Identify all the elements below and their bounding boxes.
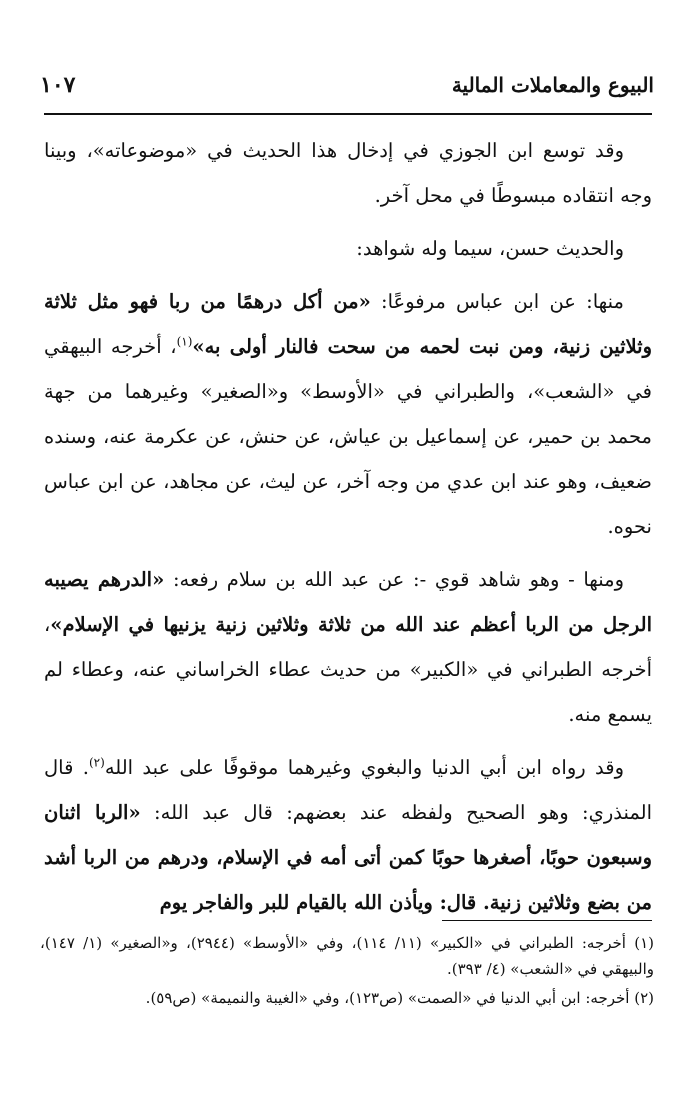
footnotes	[40, 930, 654, 1014]
paragraph-3-intro: منها: عن ابن عباس مرفوعًا:	[370, 290, 624, 313]
paragraph-2: والحديث حسن، سيما وله شواهد:	[356, 237, 624, 260]
page-number: ١٠٧	[40, 72, 76, 98]
paragraph-4-intro: ومنها - وهو شاهد قوي -: عن عبد الله بن سلام رفعه:	[164, 568, 625, 591]
paragraph-5-intro: وقد رواه ابن أبي الدنيا والبغوي وغيرهما موقوفًا على عبد الله	[104, 756, 624, 779]
hadith-quote-3: «الربا اثنان وسبعون حوبًا، أصغرها حوبًا كمن أتى أمه في الإسلام، ودرهم من الربا أشد من بضع وثلاثين زنية. قال: ويأذن الله بالقيام للبر والفاجر يوم	[44, 801, 652, 914]
footnote-divider	[442, 920, 652, 921]
footnote-1: (١) أخرجه: الطبراني في «الكبير» (١١/ ١١٤)، وفي «الأوسط» (٢٩٤٤)، و«الصغير» (١/ ١٤٧)، والبيهقي في «الشعب» (٤/ ٣٩٣).	[40, 934, 654, 978]
paragraph-4-rest: ، أخرجه الطبراني في «الكبير» من حديث عطاء الخراساني عنه، وعطاء لم يسمع منه.	[44, 613, 652, 726]
footnote-2: (٢) أخرجه: ابن أبي الدنيا في «الصمت» (ص١٢٣)، وفي «الغيبة والنميمة» (ص٥٩).	[145, 989, 654, 1007]
hadith-quote-1: «من أكل درهمًا من ربا فهو مثل ثلاثة وثلاثين زنية، ومن نبت لحمه من سحت فالنار أولى به»	[44, 290, 652, 358]
main-text	[44, 128, 652, 933]
paragraph-5-mid: . قال المنذري: وهو الصحيح ولفظه عند بعضهم: قال عبد الله:	[44, 756, 652, 824]
hadith-quote-2: «الدرهم يصيبه الرجل من الربا أعظم عند الله من ثلاثة وثلاثين زنية يزنيها في الإسلام»	[44, 568, 652, 636]
paragraph-5	[44, 745, 652, 925]
footnote-marker-1[interactable]: (١)	[176, 334, 193, 349]
running-title: البيوع والمعاملات المالية	[451, 73, 654, 97]
page-header	[40, 68, 654, 102]
header-divider	[44, 113, 652, 115]
paragraph-4	[44, 557, 652, 737]
paragraph-1: وقد توسع ابن الجوزي في إدخال هذا الحديث في «موضوعاته»، وبينا وجه انتقاده مبسوطًا في محل آخر.	[44, 139, 652, 207]
paragraph-3-rest: ، أخرجه البيهقي في «الشعب»، والطبراني في «الأوسط» و«الصغير» وغيرهما من جهة محمد بن حمير، عن إسماعيل بن عياش، عن حنش، عن عكرمة عنه، وسنده ضعيف، وهو عند ابن عدي من وجه آخر، عن ليث، عن مجاهد، عن ابن عباس نحوه.	[44, 335, 652, 538]
paragraph-3	[44, 279, 652, 549]
footnote-marker-2[interactable]: (٢)	[88, 755, 105, 770]
